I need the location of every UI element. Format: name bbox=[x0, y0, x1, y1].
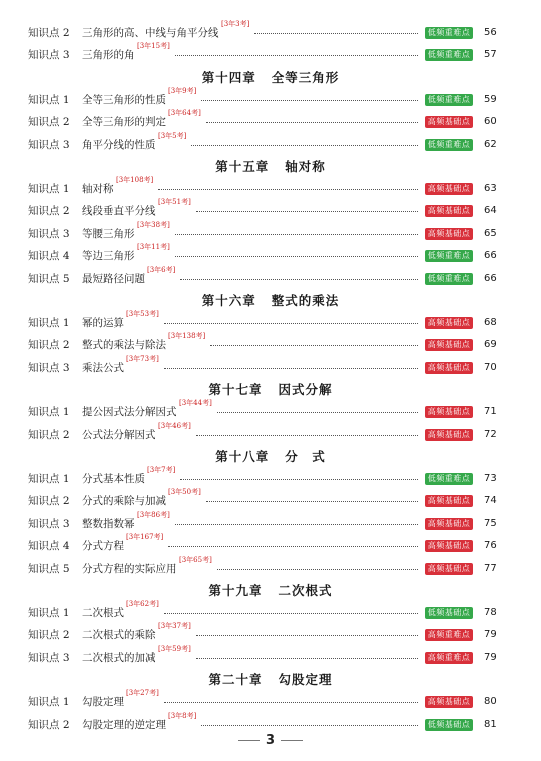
entry-title: 轴对称 bbox=[82, 183, 114, 195]
frequency-badge: 低频基础点 bbox=[425, 607, 473, 619]
chapter-title: 整式的乘法 bbox=[271, 293, 340, 308]
exam-frequency-tag: [3年65考] bbox=[179, 555, 212, 564]
entry-title: 三角形的高、中线与角平分线 bbox=[82, 27, 219, 39]
entry-title: 整式的乘法与除法 bbox=[82, 339, 166, 352]
knowledge-point-number: 知识点 2 bbox=[28, 629, 70, 642]
entry-title: 三角形的角 bbox=[82, 49, 135, 62]
toc-entry[interactable] bbox=[0, 42, 541, 64]
page-number-ref: 71 bbox=[484, 406, 497, 418]
frequency-badge: 高频基础点 bbox=[425, 696, 473, 708]
entry-title: 角平分线的性质 bbox=[82, 138, 156, 151]
knowledge-point-number: 知识点 2 bbox=[28, 339, 70, 352]
footer-rule-left bbox=[238, 740, 260, 741]
entry-title: 二次根式 bbox=[82, 607, 124, 619]
page-number: 3 bbox=[265, 733, 276, 748]
frequency-badge: 高频基础点 bbox=[425, 495, 473, 507]
exam-frequency-tag: [3年51考] bbox=[158, 198, 191, 207]
frequency-badge: 高频基础点 bbox=[425, 429, 473, 441]
page-number-ref: 66 bbox=[484, 250, 497, 262]
dot-leader bbox=[168, 546, 418, 547]
chapter-title: 二次根式 bbox=[278, 583, 333, 598]
chapter-number: 第二十章 bbox=[208, 672, 263, 688]
toc-entry[interactable] bbox=[0, 466, 541, 488]
entry-title: 等边三角形 bbox=[82, 250, 135, 263]
dot-leader bbox=[164, 368, 418, 369]
exam-frequency-tag: [3年37考] bbox=[158, 622, 191, 631]
frequency-badge: 高频重难点 bbox=[425, 629, 473, 641]
chapter-heading bbox=[0, 671, 541, 689]
page-number-ref: 75 bbox=[484, 517, 497, 529]
dot-leader bbox=[164, 613, 418, 614]
exam-frequency-tag: [3年9考] bbox=[168, 86, 197, 95]
page-footer bbox=[0, 733, 541, 748]
page-number-ref: 74 bbox=[484, 495, 497, 507]
toc-entry[interactable] bbox=[0, 711, 541, 734]
frequency-badge: 高频基础点 bbox=[425, 317, 473, 329]
dot-leader bbox=[196, 211, 418, 212]
exam-frequency-tag: [3年7考] bbox=[147, 466, 176, 474]
page-number-ref: 56 bbox=[484, 27, 497, 38]
chapter-heading bbox=[0, 381, 541, 399]
dot-leader bbox=[158, 189, 418, 190]
exam-frequency-tag: [3年50考] bbox=[168, 488, 201, 497]
toc-entry[interactable] bbox=[0, 220, 541, 243]
frequency-badge: 高频重难点 bbox=[425, 652, 473, 664]
toc-entry[interactable] bbox=[0, 131, 541, 154]
entry-title: 分式方程的实际应用 bbox=[82, 562, 177, 575]
dot-leader bbox=[180, 279, 418, 280]
dot-leader bbox=[201, 725, 418, 726]
toc-entry[interactable] bbox=[0, 198, 541, 220]
page-number-ref: 79 bbox=[484, 651, 497, 663]
entry-title: 幂的运算 bbox=[82, 317, 124, 329]
toc-entry[interactable] bbox=[0, 399, 541, 421]
exam-frequency-tag: [3年6考] bbox=[147, 265, 176, 274]
page-number-ref: 69 bbox=[484, 339, 497, 351]
knowledge-point-number: 知识点 1 bbox=[28, 406, 70, 419]
exam-frequency-tag: [3年138考] bbox=[168, 332, 206, 341]
entry-title: 等腰三角形 bbox=[82, 227, 135, 240]
chapter-title: 因式分解 bbox=[278, 382, 333, 398]
knowledge-point-number: 知识点 3 bbox=[28, 138, 70, 151]
chapter-number: 第十九章 bbox=[208, 583, 263, 598]
dot-leader bbox=[175, 234, 418, 235]
chapter-title: 勾股定理 bbox=[278, 672, 333, 688]
toc-entry[interactable] bbox=[0, 354, 541, 377]
knowledge-point-number: 知识点 2 bbox=[28, 205, 70, 218]
dot-leader bbox=[164, 323, 418, 324]
footer-rule-right bbox=[281, 740, 303, 741]
knowledge-point-number: 知识点 1 bbox=[28, 696, 70, 709]
page-number-ref: 81 bbox=[484, 718, 497, 730]
toc-entry[interactable] bbox=[0, 488, 541, 510]
entry-title: 整数指数幂 bbox=[82, 517, 135, 530]
dot-leader bbox=[201, 100, 418, 101]
knowledge-point-number: 知识点 2 bbox=[28, 495, 70, 508]
exam-frequency-tag: [3年8考] bbox=[168, 711, 197, 720]
frequency-badge: 低频重难点 bbox=[425, 49, 473, 61]
toc-entry[interactable] bbox=[0, 20, 541, 42]
exam-frequency-tag: [3年86考] bbox=[137, 510, 170, 519]
entry-title: 全等三角形的判定 bbox=[82, 116, 166, 129]
exam-frequency-tag: [3年59考] bbox=[158, 644, 191, 653]
page-number-ref: 59 bbox=[484, 93, 497, 105]
frequency-badge: 高频基础点 bbox=[425, 339, 473, 351]
frequency-badge: 低频基础点 bbox=[425, 719, 473, 731]
knowledge-point-number: 知识点 1 bbox=[28, 183, 70, 195]
chapter-number: 第十六章 bbox=[201, 293, 256, 308]
exam-frequency-tag: [3年3考] bbox=[221, 20, 250, 28]
dot-leader bbox=[175, 256, 418, 257]
knowledge-point-number: 知识点 3 bbox=[28, 361, 70, 374]
page-number-ref: 60 bbox=[484, 116, 497, 128]
chapter-heading bbox=[0, 448, 541, 466]
toc-entry[interactable] bbox=[0, 86, 541, 109]
dot-leader bbox=[196, 658, 418, 659]
exam-frequency-tag: [3年38考] bbox=[137, 220, 170, 229]
dot-leader bbox=[210, 345, 418, 346]
exam-frequency-tag: [3年5考] bbox=[158, 131, 187, 140]
knowledge-point-number: 知识点 4 bbox=[28, 540, 70, 553]
entry-title: 分式的乘除与加减 bbox=[82, 495, 166, 508]
exam-frequency-tag: [3年46考] bbox=[158, 421, 191, 430]
exam-frequency-tag: [3年11考] bbox=[137, 243, 170, 252]
frequency-badge: 高频基础点 bbox=[425, 563, 473, 575]
dot-leader bbox=[175, 55, 418, 56]
entry-title: 分式基本性质 bbox=[82, 473, 145, 485]
knowledge-point-number: 知识点 3 bbox=[28, 49, 70, 62]
frequency-badge: 高频基础点 bbox=[425, 228, 473, 240]
toc-entry[interactable] bbox=[0, 265, 541, 288]
exam-frequency-tag: [3年44考] bbox=[179, 399, 212, 408]
dot-leader bbox=[254, 33, 418, 34]
exam-frequency-tag: [3年108考] bbox=[116, 176, 154, 184]
page-number-ref: 72 bbox=[484, 428, 497, 440]
exam-frequency-tag: [3年62考] bbox=[126, 600, 159, 608]
toc-entry[interactable] bbox=[0, 600, 541, 622]
knowledge-point-number: 知识点 2 bbox=[28, 718, 70, 731]
toc-entry[interactable] bbox=[0, 555, 541, 578]
exam-frequency-tag: [3年53考] bbox=[126, 310, 159, 318]
toc-entry[interactable] bbox=[0, 533, 541, 555]
exam-frequency-tag: [3年15考] bbox=[137, 42, 170, 51]
toc-entry[interactable] bbox=[0, 689, 541, 711]
page-number-ref: 78 bbox=[484, 607, 497, 618]
knowledge-point-number: 知识点 5 bbox=[28, 562, 70, 575]
entry-title: 二次根式的加减 bbox=[82, 651, 156, 664]
chapter-title: 轴对称 bbox=[285, 159, 326, 174]
toc-entry[interactable] bbox=[0, 176, 541, 198]
frequency-badge: 高频基础点 bbox=[425, 205, 473, 217]
entry-title: 线段垂直平分线 bbox=[82, 205, 156, 218]
dot-leader bbox=[196, 635, 418, 636]
chapter-heading bbox=[0, 158, 541, 176]
chapter-title: 全等三角形 bbox=[271, 69, 340, 85]
knowledge-point-number: 知识点 2 bbox=[28, 116, 70, 129]
toc-entry[interactable] bbox=[0, 310, 541, 332]
frequency-badge: 低频重难点 bbox=[425, 27, 473, 39]
exam-frequency-tag: [3年73考] bbox=[126, 354, 159, 363]
page-number-ref: 70 bbox=[484, 361, 497, 373]
knowledge-point-number: 知识点 3 bbox=[28, 227, 70, 240]
frequency-badge: 高频基础点 bbox=[425, 183, 473, 195]
exam-frequency-tag: [3年167考] bbox=[126, 533, 164, 542]
page-number-ref: 62 bbox=[484, 138, 497, 150]
frequency-badge: 低频重难点 bbox=[425, 139, 473, 151]
chapter-title: 分 式 bbox=[285, 449, 326, 464]
frequency-badge: 低频重难点 bbox=[425, 94, 473, 106]
entry-title: 最短路径问题 bbox=[82, 272, 145, 285]
exam-frequency-tag: [3年64考] bbox=[168, 109, 201, 118]
chapter-number: 第十七章 bbox=[208, 382, 263, 398]
knowledge-point-number: 知识点 1 bbox=[28, 607, 70, 619]
frequency-badge: 低频重难点 bbox=[425, 250, 473, 262]
page-number-ref: 79 bbox=[484, 629, 497, 641]
dot-leader bbox=[164, 702, 418, 703]
knowledge-point-number: 知识点 3 bbox=[28, 651, 70, 664]
knowledge-point-number: 知识点 1 bbox=[28, 317, 70, 329]
chapter-heading bbox=[0, 69, 541, 87]
dot-leader bbox=[217, 569, 418, 570]
page-number-ref: 77 bbox=[484, 562, 497, 574]
page-number-ref: 68 bbox=[484, 317, 497, 328]
page-number-ref: 63 bbox=[484, 183, 497, 194]
frequency-badge: 高频基础点 bbox=[425, 518, 473, 530]
toc-entry[interactable] bbox=[0, 421, 541, 444]
entry-title: 全等三角形的性质 bbox=[82, 93, 166, 106]
page-number-ref: 66 bbox=[484, 272, 497, 284]
entry-title: 勾股定理的逆定理 bbox=[82, 718, 166, 731]
knowledge-point-number: 知识点 3 bbox=[28, 517, 70, 530]
toc-entry[interactable] bbox=[0, 109, 541, 131]
chapter-number: 第十四章 bbox=[201, 69, 256, 85]
frequency-badge: 高频基础点 bbox=[425, 362, 473, 374]
chapter-number: 第十五章 bbox=[215, 159, 270, 174]
frequency-badge: 高频基础点 bbox=[425, 116, 473, 128]
toc-entry[interactable] bbox=[0, 243, 541, 265]
dot-leader bbox=[175, 524, 418, 525]
entry-title: 公式法分解因式 bbox=[82, 428, 156, 441]
knowledge-point-number: 知识点 4 bbox=[28, 250, 70, 263]
knowledge-point-number: 知识点 1 bbox=[28, 473, 70, 485]
toc-entry[interactable] bbox=[0, 510, 541, 533]
knowledge-point-number: 知识点 2 bbox=[28, 428, 70, 441]
exam-frequency-tag: [3年27考] bbox=[126, 689, 159, 698]
toc-entry[interactable] bbox=[0, 644, 541, 667]
dot-leader bbox=[196, 435, 418, 436]
frequency-badge: 低频重难点 bbox=[425, 273, 473, 285]
chapter-number: 第十八章 bbox=[215, 449, 270, 464]
frequency-badge: 高频基础点 bbox=[425, 540, 473, 552]
page-number-ref: 80 bbox=[484, 696, 497, 708]
dot-leader bbox=[191, 145, 418, 146]
dot-leader bbox=[206, 501, 418, 502]
dot-leader bbox=[180, 479, 418, 480]
toc-entry[interactable] bbox=[0, 622, 541, 644]
entry-title: 二次根式的乘除 bbox=[82, 629, 156, 642]
entry-title: 分式方程 bbox=[82, 540, 124, 553]
chapter-heading bbox=[0, 582, 541, 600]
entry-title: 提公因式法分解因式 bbox=[82, 406, 177, 419]
page-number-ref: 65 bbox=[484, 227, 497, 239]
knowledge-point-number: 知识点 1 bbox=[28, 93, 70, 106]
dot-leader bbox=[206, 122, 418, 123]
page-number-ref: 76 bbox=[484, 540, 497, 552]
knowledge-point-number: 知识点 2 bbox=[28, 27, 70, 39]
frequency-badge: 高频基础点 bbox=[425, 406, 473, 418]
knowledge-point-number: 知识点 5 bbox=[28, 272, 70, 285]
frequency-badge: 低频重难点 bbox=[425, 473, 473, 485]
entry-title: 勾股定理 bbox=[82, 696, 124, 709]
chapter-heading bbox=[0, 292, 541, 310]
entry-title: 乘法公式 bbox=[82, 361, 124, 374]
page-number-ref: 57 bbox=[484, 49, 497, 61]
page-number-ref: 73 bbox=[484, 473, 497, 484]
page-number-ref: 64 bbox=[484, 205, 497, 217]
dot-leader bbox=[217, 412, 418, 413]
toc-entry[interactable] bbox=[0, 332, 541, 354]
